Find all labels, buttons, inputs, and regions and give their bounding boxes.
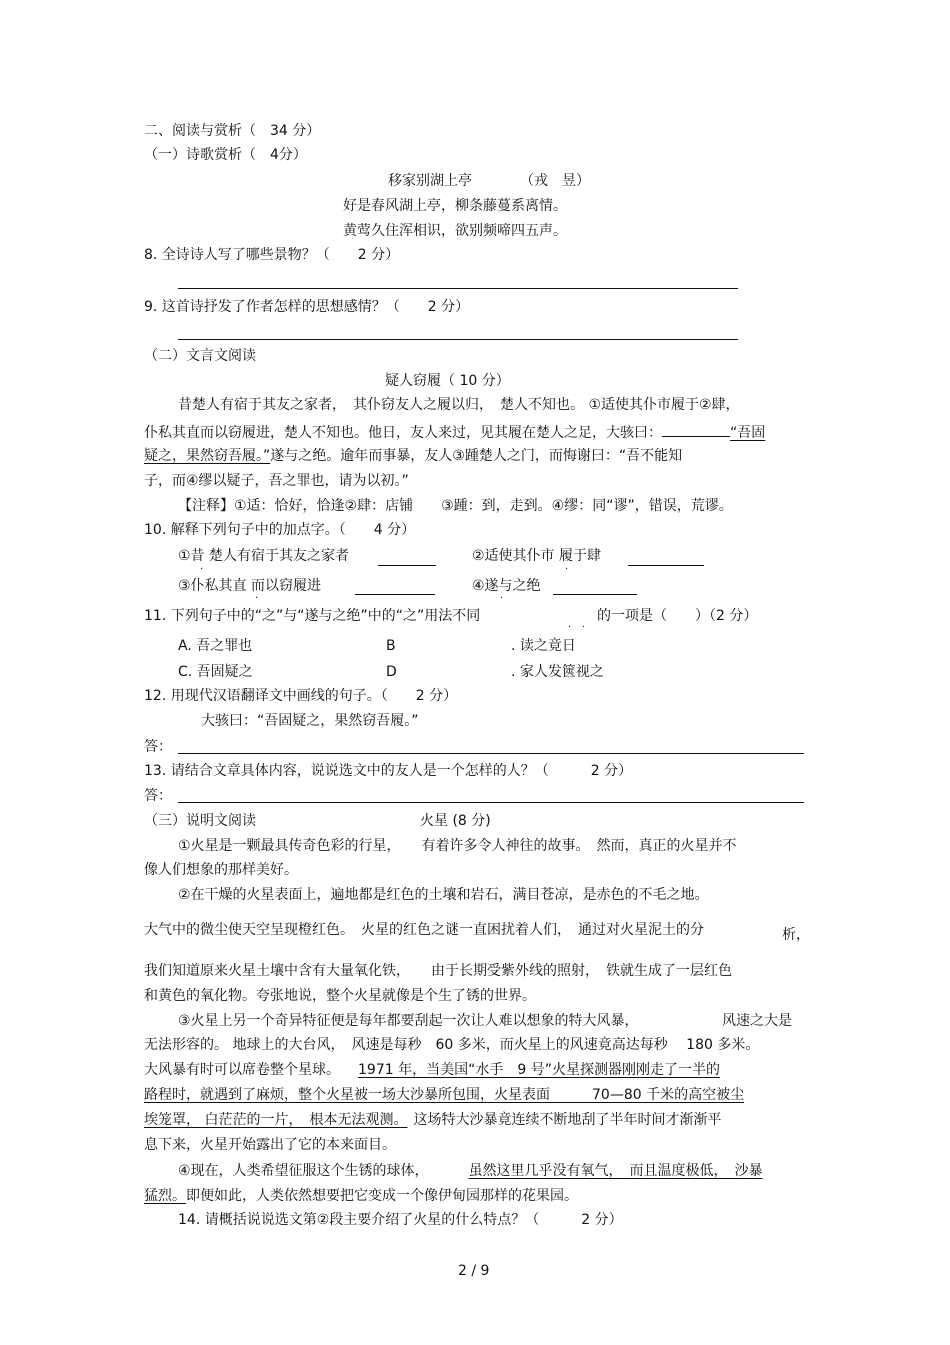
question-11-tail: 的一项是（ ）（2 分）	[597, 608, 758, 624]
question-11: 11. 下列句子中的“之”与“遂与之绝”中的“之”用法不同	[144, 608, 481, 624]
poem-title: 移家别湖上亭	[388, 173, 472, 189]
poem-heading: （一）诗歌赏析（ 4分）	[144, 147, 307, 163]
question-13: 13. 请结合文章具体内容，说说选文中的友人是一个怎样的人？（ 2 分）	[144, 763, 633, 779]
option-a[interactable]: A. 吾之罪也	[178, 638, 253, 654]
expository-p3-line-1: ③火星上另一个奇异特征便是每年都要刮起一次让人难以想象的特大风暴，	[178, 1013, 639, 1029]
emphasis-dot: ·	[568, 622, 572, 633]
answer-line-q9[interactable]	[178, 339, 738, 340]
classical-paragraph-line-3: 疑之，果然窃吾履。”遂与之绝。逾年而事暴，友人③踵楚人之门，而悔谢曰：“吾不能知	[144, 448, 683, 464]
answer-line-q13[interactable]	[178, 802, 804, 803]
underlined-sentence-end: 疑之，果然窃吾履。”	[144, 448, 271, 464]
expository-p1-line-2: 像人们想象的那样美好。	[144, 862, 298, 878]
classical-notes: 【注释】①适：恰好，恰逢②肆：店铺 ③踵：到，走到。④缪：同“谬”，错误，荒谬。	[178, 498, 733, 514]
answer-blank-q10-3[interactable]	[355, 594, 435, 595]
expository-heading: （三）说明文阅读	[144, 813, 256, 829]
option-c[interactable]: C. 吾固疑之	[178, 664, 253, 680]
emphasis-dot: ·	[255, 593, 259, 604]
q10-item-4: ④遂与之绝	[472, 578, 541, 594]
question-10: 10. 解释下列句子中的加点字。（ 4 分）	[144, 522, 416, 538]
classical-heading: （二）文言文阅读	[144, 348, 256, 364]
question-9: 9. 这首诗抒发了作者怎样的思想感情？（ 2 分）	[144, 299, 470, 315]
underlined-sentence-start: “吾固	[730, 425, 766, 441]
poem-author: （戎 昱）	[520, 173, 590, 189]
answer-label-q12: 答：	[144, 739, 172, 755]
expository-p1-line-1: ①火星是一颗最具传奇色彩的行星， 有着许多令人神往的故事。 然而，真正的火星并不	[178, 838, 737, 854]
answer-blank-q10-2[interactable]	[628, 565, 704, 566]
answer-blank-q10-4[interactable]	[553, 594, 637, 595]
expository-p2-line-2: 大气中的微尘使天空呈现橙红色。 火星的红色之谜一直困扰着人们， 通过对火星泥土的分	[144, 922, 704, 938]
q12-sentence: 大骇曰：“吾固疑之，果然窃吾履。”	[201, 713, 419, 729]
q10-item-3: ③仆私其直 而以窃履进	[178, 578, 322, 594]
classical-title: 疑人窃履（ 10 分）	[385, 373, 510, 389]
expository-p4-line-1: ④现在，人类希望征服这个生锈的球体， 虽然这里几乎没有氧气， 而且温度极低， 沙暴	[178, 1163, 763, 1179]
underlined-clause: 虽然这里几乎没有氧气， 而且温度极低， 沙暴	[468, 1163, 763, 1179]
option-b-letter[interactable]: B	[386, 638, 396, 654]
expository-p3-line-3: 大风暴有时可以席卷整个星球。 1971 年，当美国“水手 9 号”火星探测器刚刚走了一半的	[144, 1062, 720, 1078]
q10-item-2: ②适使其仆市 履于肆	[472, 548, 602, 564]
expository-p4-line-2: 猛烈。即便如此，人类依然想要把它变成一个像伊甸园那样的花果园。	[144, 1188, 578, 1204]
emphasis-dot: ·	[200, 564, 204, 575]
expository-p3-line-4: 路程时，就遇到了麻烦，整个火星被一场大沙暴所包围，火星表面 70—80 千米的高空被尘	[144, 1087, 745, 1103]
answer-label-q13: 答：	[144, 788, 172, 804]
option-d[interactable]: . 家人发篋视之	[511, 664, 604, 680]
poem-line-2: 黄莺久住浑相识，欲别频啼四五声。	[343, 223, 567, 239]
poem-line-1: 好是春风湖上亭，柳条藤蔓系离情。	[343, 198, 567, 214]
expository-p3-line-5: 埃笼罩， 白茫茫的一片， 根本无法观测。 这场特大沙暴竟连续不断地刮了半年时间才渐渐平	[144, 1112, 722, 1128]
section-title: 二、阅读与赏析（ 34 分）	[144, 123, 321, 139]
question-12: 12. 用现代汉语翻译文中画线的句子。（ 2 分）	[144, 688, 458, 704]
question-14: 14. 请概括说说选文第②段主要介绍了火星的什么特点？（ 2 分）	[178, 1212, 623, 1228]
page-number: 2 / 9	[458, 1263, 490, 1279]
q10-item-1: ①昔 楚人有宿于其友之家者	[178, 548, 350, 564]
expository-p2-line-2-end: 析，	[782, 927, 810, 943]
answer-line-q8[interactable]	[178, 288, 738, 289]
answer-line-q12[interactable]	[178, 753, 804, 754]
emphasis-dot: ·	[582, 622, 586, 633]
emphasis-dot: ·	[500, 593, 504, 604]
expository-p2-line-1: ②在干燥的火星表面上，遍地都是红色的土壤和岩石，满目苍凉，是赤色的不毛之地。	[178, 887, 709, 903]
expository-p3-line-2: 无法形容的。 地球上的大台风， 风速是每秒 60 多米，而火星上的风速竟高达每秒 180 多米。	[144, 1037, 760, 1053]
answer-blank-q10-1[interactable]	[378, 565, 436, 566]
expository-p3-line-1-end: 风速之大是	[722, 1013, 792, 1029]
emphasis-dot: ·	[565, 564, 569, 575]
option-b[interactable]: . 读之竟日	[511, 638, 576, 654]
expository-title: 火星 (8 分)	[420, 813, 491, 829]
classical-paragraph-line-1: 昔楚人有宿于其友之家者， 其仆窃友人之履以归， 楚人不知也。 ①适使其仆市履于②肆，	[178, 397, 740, 413]
classical-paragraph-line-4: 子，而④缪以疑子，吾之罪也，请为以初。”	[144, 473, 409, 489]
question-8: 8. 全诗诗人写了哪些景物？（ 2 分）	[144, 247, 400, 263]
expository-p2-line-3: 我们知道原来火星土壤中含有大量氧化铁， 由于长期受紫外线的照射， 铁就生成了一层红色	[144, 963, 732, 979]
option-d-letter[interactable]: D	[386, 664, 397, 680]
underlined-passage: 1971 年，当美国“水手 9 号”火星探测器刚刚走了一半的	[358, 1062, 720, 1078]
expository-p3-line-6: 息下来，火星开始露出了它的本来面目。	[144, 1137, 396, 1153]
expository-p2-line-4: 和黄色的氧化物。夸张地说，整个火星就像是个生了锈的世界。	[144, 988, 536, 1004]
classical-paragraph-line-2: 仆私其直而以窃履进，楚人不知也。他日，友人来过，见其履在楚人之足，大骇曰： “吾固	[144, 422, 765, 442]
